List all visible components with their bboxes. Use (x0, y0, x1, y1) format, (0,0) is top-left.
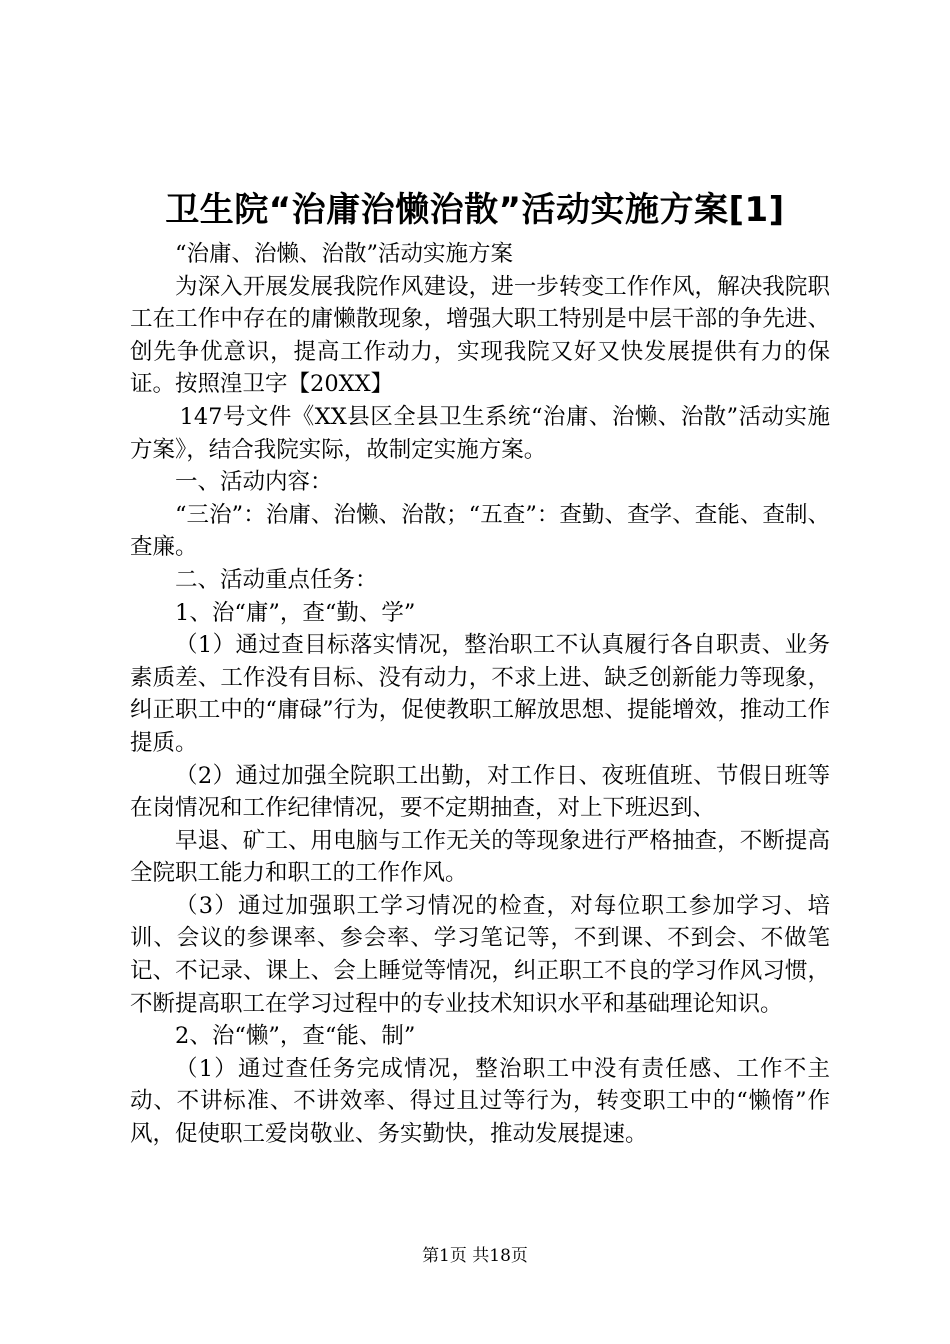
paragraph: “治庸、治懒、治散”活动实施方案 (175, 241, 514, 267)
paragraph: （1）通过查目标落实情况，整治职工不认真履行各自职责、业务素质差、工作没有目标、没有动力，不求上进、缺乏创新能力等现象，纠正职工中的“庸碌”行为，促使教职工解放思想、提能增效，推动工作提质。 (130, 632, 830, 756)
document-body (130, 238, 830, 1151)
paragraph: 二、活动重点任务： (175, 566, 378, 593)
paragraph: （3）通过加强职工学习情况的检查，对每位职工参加学习、培训、会议的参课率、参会率、学习笔记等，不到课、不到会、不做笔记、不记录、课上、会上睡觉等情况，纠正职工不良的学习作风习惯，不断提高职工在学习过程中的专业技术知识水平和基础理论知识。 (130, 892, 830, 1017)
paragraph: 一、活动内容： (175, 469, 333, 496)
paragraph: 2、治“懒”，查“能、制” (175, 1023, 416, 1050)
paragraph: （1）通过查任务完成情况，整治职工中没有责任感、工作不主动、不讲标准、不讲效率、得过且过等行为，转变职工中的“懒惰”作风，促使职工爱岗敬业、务实勤快，推动发展提速。 (130, 1055, 830, 1148)
paragraph: 早退、矿工、用电脑与工作无关的等现象进行严格抽查，不断提高全院职工能力和职工的工作作风。 (130, 827, 830, 887)
paragraph: “三治”：治庸、治懒、治散；“五查”：查勤、查学、查能、查制、查廉。 (130, 501, 830, 561)
paragraph: 为深入开展发展我院作风建设，进一步转变工作作风，解决我院职工在工作中存在的庸懒散现象，增强大职工特别是中层干部的争先进、创先争优意识，提高工作动力，实现我院又好又快发展提供有力的保证。按照湟卫字【20XX】 (130, 273, 830, 398)
paragraph: 1、治“庸”，查“勤、学” (175, 599, 416, 626)
page-footer: 第1页 共18页 (422, 1246, 528, 1266)
paragraph: 147号文件《XX县区全县卫生系统“治庸、治懒、治散”活动实施方案》，结合我院实际，故制定实施方案。 (130, 403, 830, 463)
paragraph: （2）通过加强全院职工出勤，对工作日、夜班值班、节假日班等在岗情况和工作纪律情况，要不定期抽查，对上下班迟到、 (130, 762, 830, 822)
document-title: 卫生院“治庸治懒治散”活动实施方案[1] (165, 190, 785, 230)
